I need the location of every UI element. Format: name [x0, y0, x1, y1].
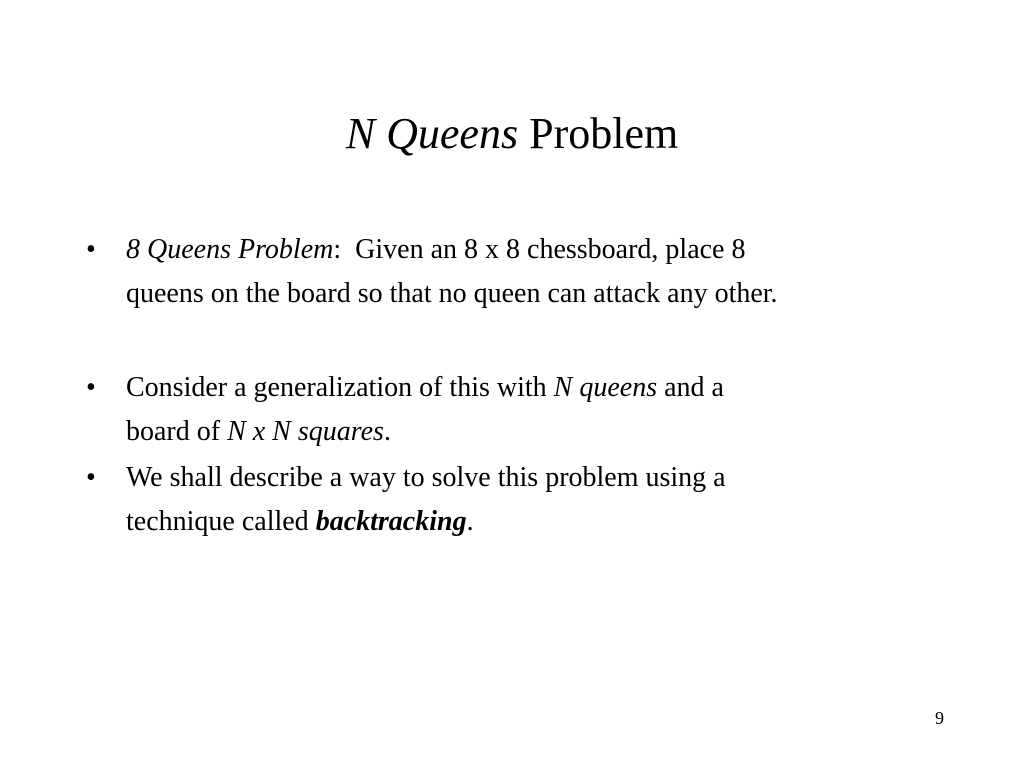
line-text: We shall describe a way to solve this problem using a [126, 462, 726, 493]
italic-term: 8 Queens Problem [126, 234, 334, 265]
line-text: technique called [126, 506, 316, 537]
bullet-line [126, 366, 946, 410]
bullet-line [126, 228, 946, 272]
line-text: queens on the board so that no queen can attack any other. [126, 278, 778, 309]
line-text: . [466, 506, 474, 537]
bullet-line [126, 410, 946, 454]
bullet-line [126, 456, 946, 500]
bullet-text [126, 228, 946, 316]
bullet-marker: • [86, 234, 96, 265]
bullet-marker: • [86, 462, 96, 493]
line-text: : Given an 8 x 8 chessboard, place 8 [333, 234, 746, 265]
italic-term: N x N squares [227, 416, 384, 447]
bold-italic-term: backtracking [315, 506, 467, 537]
bullet-line [126, 500, 946, 544]
line-text: and a [657, 372, 724, 403]
line-text: board of [126, 416, 228, 447]
line-text: . [383, 416, 391, 447]
title-italic-part: N Queens [345, 109, 519, 158]
italic-term: N queens [553, 372, 658, 403]
title-plain-part: Problem [529, 109, 679, 158]
page-number: 9 [935, 708, 944, 728]
bullet-text [126, 456, 946, 544]
bullet-line [126, 272, 946, 316]
line-text: Consider a generalization of this with [126, 372, 554, 403]
bullet-marker: • [86, 372, 96, 403]
bullet-text [126, 366, 946, 454]
slide-title [0, 106, 1024, 162]
